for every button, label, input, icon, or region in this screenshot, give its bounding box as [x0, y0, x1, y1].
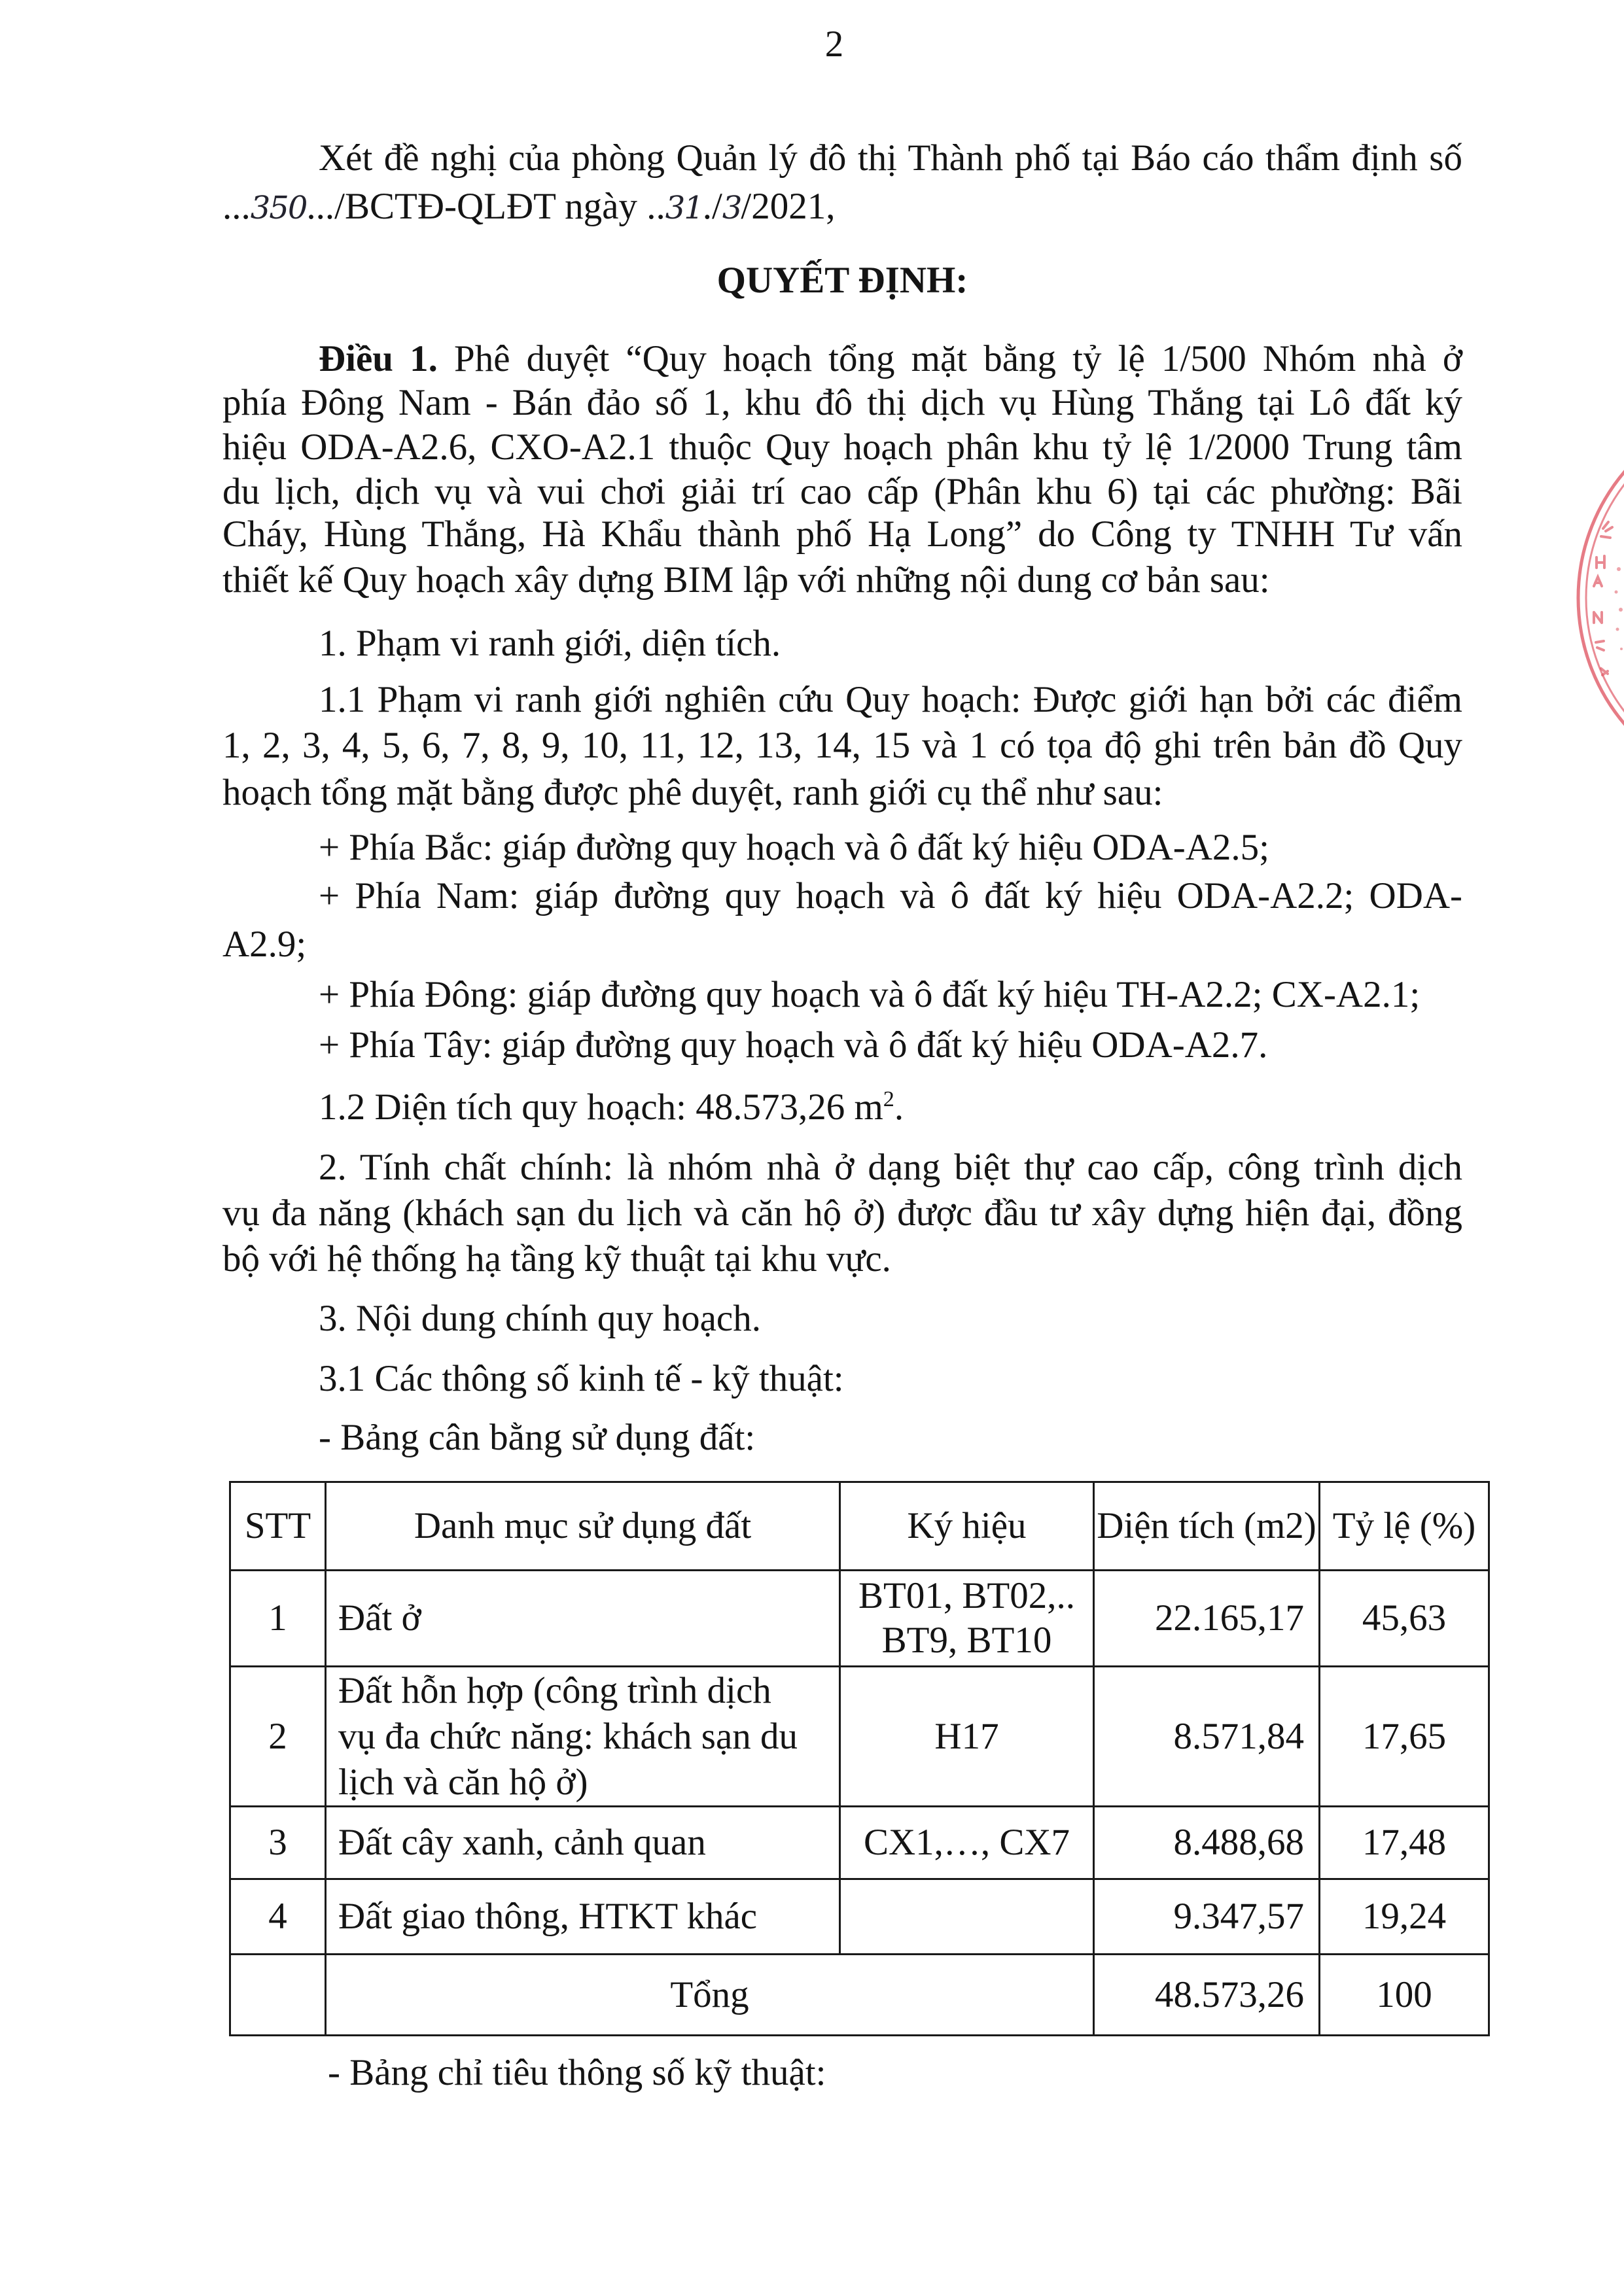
boundary-paragraph-line: hoạch tổng mặt bằng được phê duyệt, ranh giới cụ thể như sau:: [222, 772, 1163, 813]
boundary-paragraph-line: 1, 2, 3, 4, 5, 6, 7, 8, 9, 10, 11, 12, 13, 14, 15 và 1 có tọa độ ghi trên bản đồ Quy: [222, 725, 1462, 766]
cell-category: Đất ở: [326, 1571, 840, 1667]
planning-area-end: .: [894, 1087, 904, 1128]
col-header-stt: STT: [230, 1482, 326, 1571]
total-cell-stt: [230, 1955, 326, 2036]
total-ratio: 100: [1320, 1955, 1489, 2036]
cell-stt: 3: [230, 1807, 326, 1879]
cell-ratio: 45,63: [1320, 1571, 1489, 1667]
decision-title: QUYẾT ĐỊNH:: [716, 260, 968, 301]
col-header-symbol: Ký hiệu: [840, 1482, 1094, 1571]
cell-category: Đất cây xanh, cảnh quan: [326, 1807, 840, 1879]
cell-area: 9.347,57: [1094, 1879, 1320, 1955]
table-header-row: [230, 1482, 1489, 1571]
seal-outer-ring: [1578, 458, 1624, 733]
table-row: [230, 1807, 1489, 1879]
date-separator: ./: [702, 186, 722, 227]
planning-area-text: 1.2 Diện tích quy hoạch: 48.573,26 m: [319, 1087, 883, 1128]
boundary-paragraph-line: 1.1 Phạm vi ranh giới nghiên cứu Quy hoạch: Được giới hạn bởi các điểm: [319, 679, 1462, 720]
intro-line-1: Xét đề nghị của phòng Quản lý đô thị Thành phố tại Báo cáo thẩm định số: [319, 137, 1462, 179]
west-boundary: + Phía Tây: giáp đường quy hoạch và ô đất ký hiệu ODA-A2.7.: [319, 1024, 1268, 1066]
table-row: [230, 1571, 1489, 1667]
handwritten-report-number: 350: [250, 190, 307, 226]
section-2-line: 2. Tính chất chính: là nhóm nhà ở dạng biệt thự cao cấp, công trình dịch: [319, 1147, 1462, 1188]
article-1-label: Điều 1.: [319, 338, 438, 379]
cell-area: 22.165,17: [1094, 1571, 1320, 1667]
cell-category: Đất giao thông, HTKT khác: [326, 1879, 840, 1955]
square-unit-superscript: 2: [883, 1087, 894, 1111]
section-3-1-heading: 3.1 Các thông số kinh tế - kỹ thuật:: [319, 1358, 844, 1399]
cell-ratio: 17,48: [1320, 1807, 1489, 1879]
east-boundary: + Phía Đông: giáp đường quy hoạch và ô đất ký hiệu TH-A2.2; CX-A2.1;: [319, 974, 1421, 1015]
planning-area-line: [222, 1085, 1462, 1130]
seal-lettering-marks: [1594, 522, 1612, 675]
north-boundary: + Phía Bắc: giáp đường quy hoạch và ô đất ký hiệu ODA-A2.5;: [319, 827, 1269, 868]
south-boundary-line: A2.9;: [222, 924, 307, 965]
col-header-area: Diện tích (m2): [1094, 1482, 1320, 1571]
page-number: 2: [824, 24, 844, 65]
cell-area: 8.488,68: [1094, 1807, 1320, 1879]
land-use-balance-table: [229, 1481, 1490, 2036]
seal-inner-texture: [1615, 567, 1623, 650]
date-year: /2021,: [741, 186, 836, 227]
cell-stt: 4: [230, 1879, 326, 1955]
article-1-text: Phê duyệt “Quy hoạch tổng mặt bằng tỷ lệ 1/500 Nhóm nhà ở: [454, 338, 1463, 379]
total-label: Tổng: [326, 1955, 1094, 2036]
article-1-line: thiết kế Quy hoạch xây dựng BIM lập với những nội dung cơ bản sau:: [222, 559, 1270, 600]
col-header-category: Danh mục sử dụng đất: [326, 1482, 840, 1571]
table-row: [230, 1667, 1489, 1807]
article-1-line: phía Đông Nam - Bán đảo số 1, khu đô thị dịch vụ Hùng Thắng tại Lô đất ký: [222, 382, 1462, 423]
article-1-line: [222, 337, 1462, 381]
col-header-ratio: Tỷ lệ (%): [1320, 1482, 1489, 1571]
section-2-line: vụ đa năng (khách sạn du lịch và căn hộ ở) được đầu tư xây dựng hiện đại, đồng: [222, 1192, 1462, 1234]
cell-category: Đất hỗn hợp (công trình dịch vụ đa chức năng: khách sạn du lịch và căn hộ ở): [326, 1667, 840, 1807]
section-2-line: bộ với hệ thống hạ tầng kỹ thuật tại khu vực.: [222, 1238, 891, 1279]
article-1-line: Cháy, Hùng Thắng, Hà Khẩu thành phố Hạ Long” do Công ty TNHH Tư vấn: [222, 513, 1462, 555]
total-area: 48.573,26: [1094, 1955, 1320, 2036]
cell-symbol: H17: [840, 1667, 1094, 1807]
handwritten-day: 31: [665, 190, 703, 226]
cell-stt: 1: [230, 1571, 326, 1667]
table-row: [230, 1879, 1489, 1955]
cell-symbol: CX1,…, CX7: [840, 1807, 1094, 1879]
section-3-heading: 3. Nội dung chính quy hoạch.: [319, 1298, 761, 1339]
article-1-line: du lịch, dịch vụ và vui chơi giải trí cao cấp (Phân khu 6) tại các phường: Bãi: [222, 471, 1462, 512]
cell-ratio: 19,24: [1320, 1879, 1489, 1955]
table-total-row: [230, 1955, 1489, 2036]
cell-symbol: BT01, BT02,.. BT9, BT10: [840, 1571, 1094, 1667]
land-use-table-caption: - Bảng cân bằng sử dụng đất:: [319, 1417, 756, 1458]
cell-ratio: 17,65: [1320, 1667, 1489, 1807]
south-boundary-line: + Phía Nam: giáp đường quy hoạch và ô đất ký hiệu ODA-A2.2; ODA-: [319, 875, 1462, 916]
report-reference-line: [222, 184, 1462, 229]
cell-symbol: [840, 1879, 1094, 1955]
cell-stt: 2: [230, 1667, 326, 1807]
article-1-line: hiệu ODA-A2.6, CXO-A2.1 thuộc Quy hoạch phân khu tỷ lệ 1/2000 Trung tâm: [222, 426, 1462, 468]
technical-indicators-caption: - Bảng chỉ tiêu thông số kỹ thuật:: [328, 2052, 826, 2093]
red-seal-stamp: [1565, 458, 1624, 733]
reference-dots: ...: [222, 186, 251, 227]
handwritten-month: 3: [722, 190, 741, 226]
section-1-heading: 1. Phạm vi ranh giới, diện tích.: [319, 623, 781, 664]
cell-area: 8.571,84: [1094, 1667, 1320, 1807]
reference-code: .../BCTĐ-QLĐT ngày ..: [306, 186, 665, 227]
